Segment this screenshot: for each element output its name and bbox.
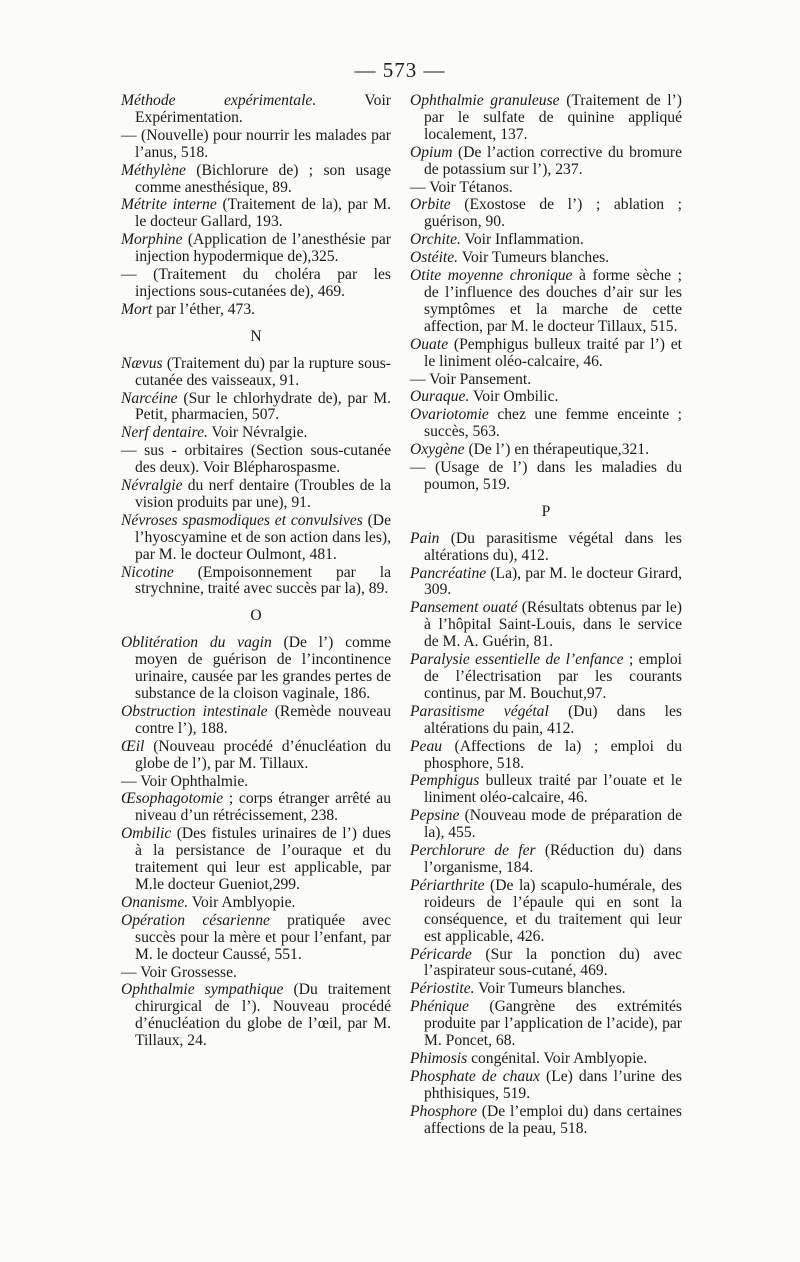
- entry-text: du nerf dentaire (Troubles de la vision produits par une), 91.: [135, 477, 391, 511]
- entry-text: (De l’emploi du) dans certaines affections de la peau, 518.: [424, 1102, 682, 1137]
- entry-text: — (Usage de l’) dans les maladies du poumon, 519.: [410, 459, 682, 493]
- entry-headword: Méthylène: [121, 161, 186, 179]
- entry-text: (Des fistules urinaires de l’) dues à la persistance de l’ouraque et du traitement qui leur est applicable, par M.le docteur Gueniot,299.: [135, 825, 391, 893]
- entry-headword: Paralysie essentielle de l’enfance: [410, 651, 624, 669]
- entry-text: — sus - orbitaires (Section sous-cutanée des deux). Voir Blépharospasme.: [121, 442, 391, 477]
- entry-headword: Pepsine: [410, 807, 460, 825]
- index-entry: [410, 337, 682, 371]
- entry-headword: Ostéite.: [410, 249, 459, 267]
- index-entry: [410, 372, 682, 389]
- entry-text: (De l’hyoscyamine et de son action dans les), par M. le docteur Oulmont, 481.: [135, 511, 391, 563]
- index-entry: [410, 232, 682, 249]
- entry-text: Voir Névralgie.: [207, 424, 308, 442]
- entry-text: (La), par M. le docteur Girard, 309.: [424, 564, 682, 599]
- entry-headword: Phimosis: [410, 1049, 468, 1067]
- entry-headword: Pemphigus: [410, 772, 480, 790]
- entry-headword: Périarthrite: [410, 876, 485, 894]
- index-entry: [410, 442, 682, 459]
- entry-text: (Sur le chlorhydrate de), par M. Petit, pharmacien, 507.: [135, 389, 391, 424]
- entry-text: (De l’) en thérapeutique,321.: [464, 441, 649, 459]
- entry-text: Voir Tumeurs blanches.: [458, 249, 610, 267]
- index-entry: [121, 513, 391, 564]
- entry-headword: Nerf dentaire.: [121, 424, 208, 442]
- entry-text: (Traitement du) par la rupture sous-cutanée des vaisseaux, 91.: [135, 354, 391, 389]
- index-entry: [121, 739, 391, 773]
- entry-headword: Phénique: [410, 998, 469, 1016]
- entry-headword: Opération césarienne: [121, 911, 270, 929]
- entry-text: (Sur la ponction du) avec l’aspirateur sous-cutané, 469.: [424, 945, 682, 980]
- entry-text: — (Nouvelle) pour nourrir les malades par l’anus, 518.: [121, 126, 391, 161]
- entry-headword: Périostite.: [410, 980, 475, 998]
- index-entry: [121, 197, 391, 231]
- page-number: — 573 —: [354, 58, 446, 82]
- index-entry: [121, 704, 391, 738]
- entry-headword: Otite moyenne chronique: [410, 267, 573, 285]
- index-entry: [410, 999, 682, 1050]
- entry-text: — (Traitement du choléra par les injections sous-cutanées de), 469.: [121, 266, 391, 300]
- index-entry: [410, 652, 682, 703]
- entry-text: Voir Tumeurs blanches.: [474, 980, 626, 998]
- index-entry: [121, 791, 391, 825]
- entry-headword: Ouate: [410, 335, 449, 353]
- index-entry: [410, 600, 682, 651]
- index-entry: [121, 826, 391, 894]
- entry-headword: Nævus: [121, 354, 163, 372]
- entry-text: — Voir Tétanos.: [410, 178, 513, 196]
- entry-text: (Traitement de l’) par le sulfate de quinine appliqué localement, 137.: [424, 92, 682, 143]
- entry-headword: Névralgie: [121, 477, 183, 495]
- entry-text: (De la) scapulo-humérale, des roideurs de l’épaule qui en sont la conséquence, et du traitement qui leur est applicable, 426.: [424, 876, 682, 945]
- index-entry: [410, 843, 682, 877]
- entry-headword: Onanisme.: [121, 893, 189, 911]
- index-entry: [410, 808, 682, 842]
- entry-headword: Narcéine: [121, 389, 178, 407]
- entry-headword: Métrite interne: [121, 196, 217, 214]
- entry-text: (Remède nouveau contre l’), 188.: [135, 702, 391, 737]
- entry-text: par l’éther, 473.: [152, 300, 256, 318]
- index-entry: [410, 389, 682, 406]
- entry-text: (Application de l’anesthésie par injection hypodermique de),325.: [135, 231, 391, 266]
- index-entry: [121, 302, 391, 319]
- entry-text: à forme sèche ; de l’influence des douches d’air sur les symptômes et la marche de cette affection, par M. le docteur Tillaux, 515.: [424, 267, 682, 335]
- entry-headword: Pancréatine: [410, 564, 487, 582]
- entry-headword: Phosphore: [410, 1102, 477, 1120]
- index-entry: [121, 565, 391, 599]
- entry-text: (Traitement de la), par M. le docteur Gallard, 193.: [135, 196, 392, 231]
- index-entry: [410, 197, 682, 231]
- index-entry: [121, 774, 391, 791]
- entry-text: Voir Amblyopie.: [188, 893, 296, 911]
- entry-text: — Voir Grossesse.: [121, 963, 237, 981]
- section-letter: O: [250, 607, 262, 625]
- entry-headword: Pain: [410, 529, 440, 547]
- entry-text: (Le) dans l’urine des phthisiques, 519.: [424, 1067, 682, 1102]
- entry-text: (Réduction du) dans l’organisme, 184.: [424, 842, 682, 876]
- section-letter: P: [541, 502, 551, 520]
- section-letter: N: [250, 327, 262, 345]
- entry-headword: Morphine: [121, 231, 183, 249]
- index-entry: [410, 407, 682, 441]
- entry-text: (Exostose de l’) ; ablation ; guérison, 90.: [424, 196, 682, 231]
- entry-headword: Méthode expérimentale.: [121, 92, 317, 109]
- left-column: [121, 93, 391, 1051]
- entry-headword: Opium: [410, 143, 453, 161]
- index-entry: [410, 250, 682, 267]
- entry-headword: Orchite.: [410, 231, 461, 249]
- index-entry: [121, 232, 391, 266]
- index-entry: [121, 895, 391, 912]
- entry-headword: Nicotine: [121, 563, 174, 581]
- entry-headword: Ouraque.: [410, 388, 470, 406]
- entry-headword: Oxygène: [410, 441, 465, 459]
- entry-headword: Peau: [410, 737, 443, 755]
- entry-text: chez une femme enceinte ; succès, 563.: [424, 406, 682, 441]
- index-entry: [121, 635, 391, 703]
- entry-text: (Pemphigus bulleux traité par l’) et le liniment oléo-calcaire, 46.: [424, 335, 682, 370]
- entry-text: Voir Expérimentation.: [135, 92, 391, 126]
- index-entry: [410, 1069, 682, 1103]
- entry-text: — Voir Ophthalmie.: [121, 772, 249, 790]
- entry-text: (Du) dans les altérations du pain, 412.: [424, 702, 682, 737]
- entry-text: (Du parasitisme végétal dans les altérations du), 412.: [424, 529, 682, 564]
- entry-headword: Névroses spasmodiques et convulsives: [121, 511, 363, 529]
- entry-headword: Mort: [121, 300, 153, 318]
- index-entry: [410, 878, 682, 946]
- entry-headword: Ophthalmie granuleuse: [410, 92, 560, 109]
- right-column: [410, 93, 682, 1138]
- entry-headword: Péricarde: [410, 945, 472, 963]
- index-entry: [121, 128, 391, 162]
- entry-text: (Résultats obtenus par le) à l’hôpital Saint-Louis, dans le service de M. A. Guérin, 81.: [424, 599, 682, 651]
- entry-text: (Du traitement chirurgical de l’). Nouveau procédé d’énucléation du globe de l’œil, par M. Tillaux, 24.: [135, 981, 391, 1050]
- entry-headword: Œsophagotomie: [121, 790, 224, 808]
- entry-headword: Phosphate de chaux: [410, 1067, 540, 1085]
- entry-headword: Orbite: [410, 196, 451, 214]
- entry-headword: Obstruction intestinale: [121, 702, 268, 720]
- entry-text: (Bichlorure de) ; son usage comme anesthésique, 89.: [135, 161, 391, 196]
- index-entry: [121, 93, 391, 127]
- index-entry: [121, 965, 391, 982]
- entry-headword: Ophthalmie sympathique: [121, 981, 284, 999]
- entry-text: (Nouveau mode de préparation de la), 455.: [424, 807, 682, 842]
- index-entry: [410, 739, 682, 773]
- entry-text: (De l’action corrective du bromure de potassium sur l’), 237.: [424, 143, 682, 178]
- entry-headword: Ombilic: [121, 825, 172, 843]
- index-entry: [121, 443, 391, 477]
- index-entry: [410, 1051, 682, 1068]
- index-entry: [410, 145, 682, 179]
- entry-text: Voir Inflammation.: [460, 231, 584, 249]
- index-entry: [410, 268, 682, 336]
- index-entry: [121, 163, 391, 197]
- entry-text: ; emploi de l’électrisation par les courants continus, par M. Bouchut,97.: [424, 651, 682, 702]
- entry-text: (De l’) comme moyen de guérison de l’incontinence urinaire, causée par les grandes pertes de substance de la cloison vaginale, 186.: [135, 634, 392, 702]
- entry-headword: Parasitisme végétal: [410, 702, 549, 720]
- index-entry: [121, 356, 391, 390]
- entry-text: (Gangrène des extrémités produite par l’application de l’acide), par M. Poncet, 68.: [424, 998, 682, 1050]
- index-entry: [410, 773, 682, 807]
- entry-text: (Nouveau procédé d’énucléation du globe de l’), par M. Tillaux.: [135, 737, 391, 772]
- entry-text: Voir Ombilic.: [469, 388, 559, 406]
- entry-text: ; corps étranger arrêté au niveau d’un rétrécissement, 238.: [135, 790, 391, 825]
- index-entry: [410, 981, 682, 998]
- index-entry: [121, 425, 391, 442]
- index-entry: [121, 391, 391, 425]
- entry-headword: Perchlorure de fer: [410, 842, 536, 860]
- entry-text: — Voir Pansement.: [410, 370, 532, 388]
- entry-headword: Pansement ouaté: [410, 599, 518, 617]
- index-entry: [121, 478, 391, 512]
- index-entry: [410, 1104, 682, 1138]
- entry-text: pratiquée avec succès pour la mère et pour l’enfant, par M. le docteur Caussé, 551.: [135, 911, 391, 963]
- entry-text: bulleux traité par l’ouate et le liniment oléo-calcaire, 46.: [424, 772, 682, 807]
- index-entry: [121, 982, 391, 1050]
- index-entry: [410, 93, 682, 144]
- index-entry: [410, 531, 682, 565]
- entry-headword: Œil: [121, 737, 145, 755]
- entry-text: (Empoisonnement par la strychnine, traité avec succès par la), 89.: [135, 563, 391, 598]
- entry-text: (Affections de la) ; emploi du phosphore, 518.: [424, 737, 682, 772]
- entry-text: congénital. Voir Amblyopie.: [467, 1049, 648, 1067]
- index-entry: [410, 704, 682, 738]
- index-entry: [410, 180, 682, 197]
- entry-headword: Oblitération du vagin: [121, 634, 272, 652]
- index-entry: [410, 947, 682, 981]
- entry-headword: Ovariotomie: [410, 406, 489, 424]
- index-entry: [410, 566, 682, 600]
- index-entry: [121, 913, 391, 964]
- index-entry: [121, 267, 391, 301]
- index-entry: [410, 460, 682, 494]
